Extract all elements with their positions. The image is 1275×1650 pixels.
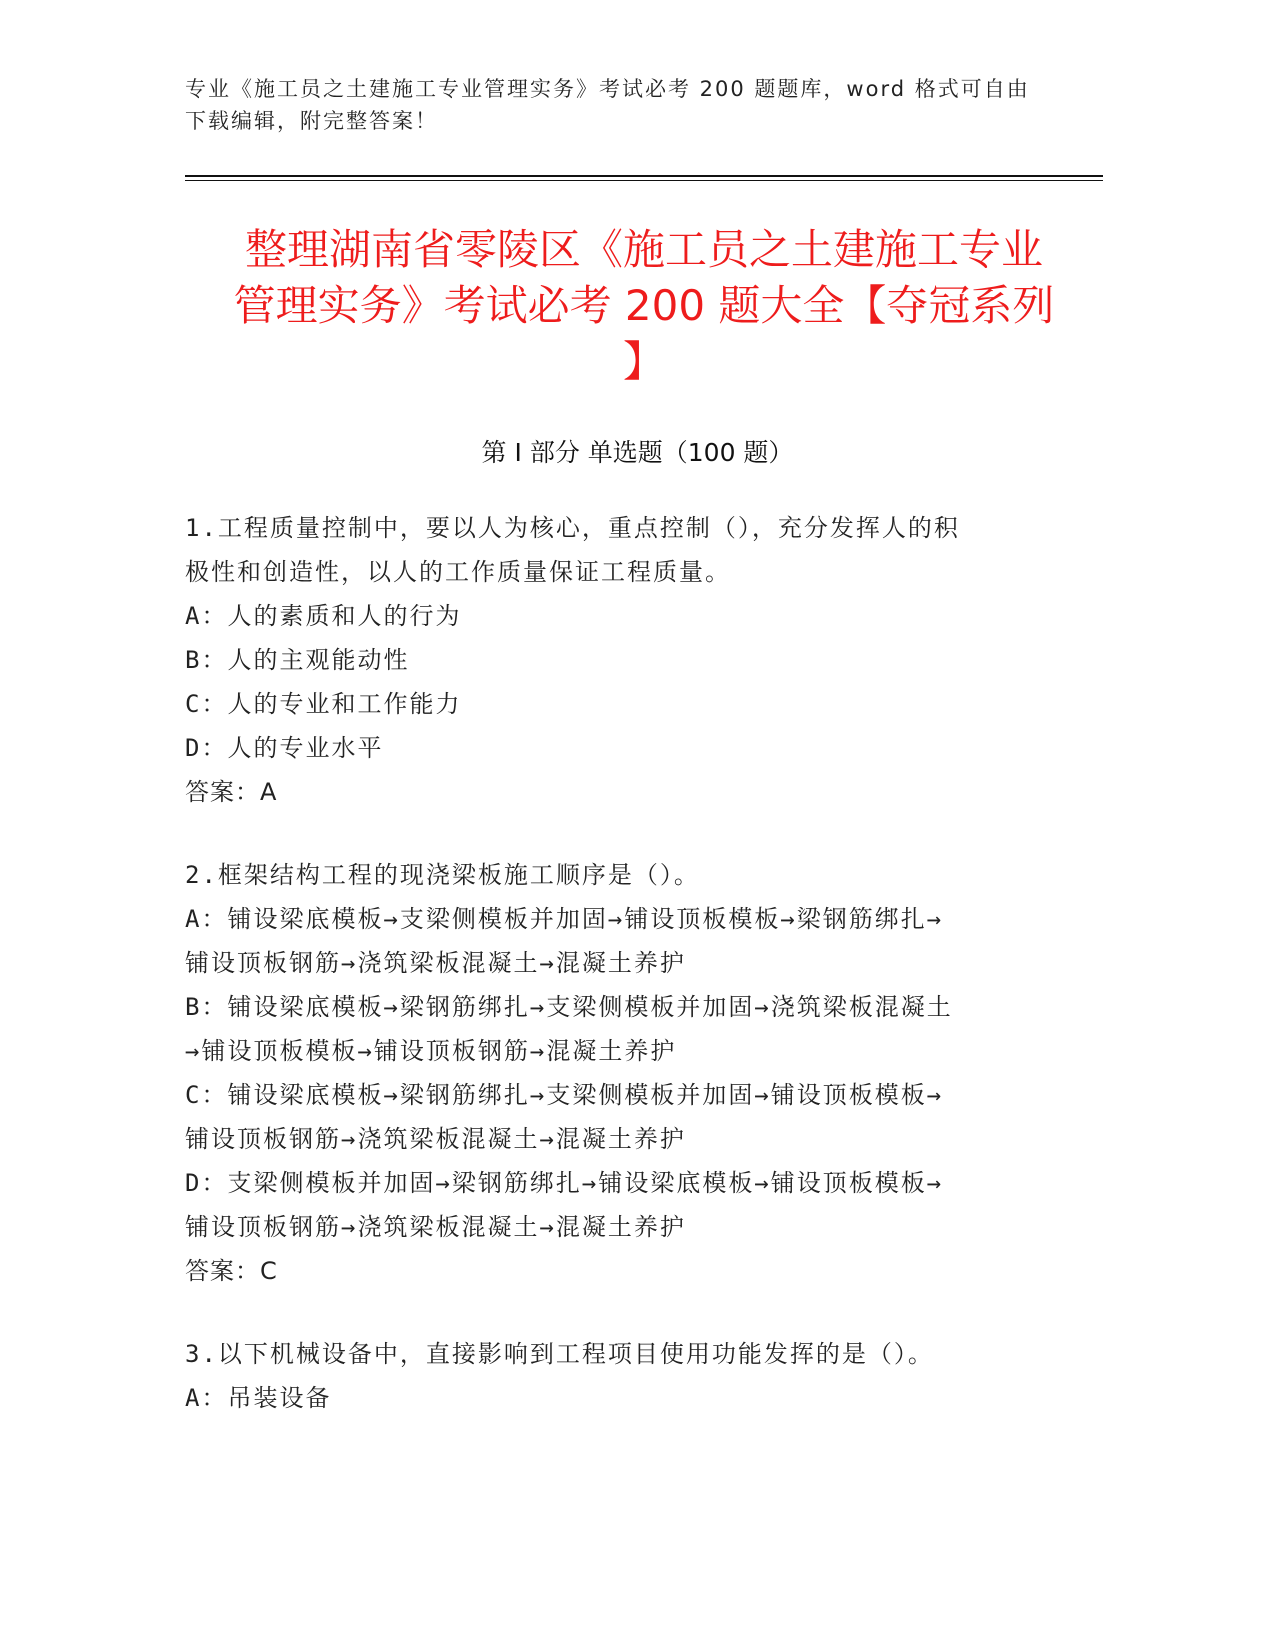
question-2-answer: 答案：C bbox=[185, 1257, 278, 1285]
document-header bbox=[185, 73, 1095, 137]
question-3 bbox=[185, 1332, 1085, 1420]
question-1-option-a: A：人的素质和人的行为 bbox=[185, 602, 462, 630]
question-2-stem: 2.框架结构工程的现浇梁板施工顺序是（）。 bbox=[185, 861, 700, 889]
document-title bbox=[185, 222, 1103, 390]
question-2-option-b-line-2: →铺设顶板模板→铺设顶板钢筋→混凝土养护 bbox=[185, 1037, 677, 1065]
question-1 bbox=[185, 506, 1085, 814]
question-1-answer: 答案：A bbox=[185, 778, 278, 806]
question-2-option-c-line-2: 铺设顶板钢筋→浇筑梁板混凝土→混凝土养护 bbox=[185, 1125, 686, 1153]
question-1-option-c: C：人的专业和工作能力 bbox=[185, 690, 462, 718]
question-2 bbox=[185, 853, 1085, 1293]
question-3-option-a: A：吊装设备 bbox=[185, 1384, 332, 1412]
question-2-option-a-line-1: A：铺设梁底模板→支梁侧模板并加固→铺设顶板模板→梁钢筋绑扎→ bbox=[185, 905, 944, 933]
question-1-stem-line-2: 极性和创造性，以人的工作质量保证工程质量。 bbox=[185, 558, 731, 586]
question-3-stem: 3.以下机械设备中，直接影响到工程项目使用功能发挥的是（）。 bbox=[185, 1340, 934, 1368]
question-1-option-b: B：人的主观能动性 bbox=[185, 646, 410, 674]
header-rule-thin bbox=[185, 180, 1103, 181]
header-line-2: 下载编辑，附完整答案！ bbox=[185, 109, 438, 133]
question-2-option-b-line-1: B：铺设梁底模板→梁钢筋绑扎→支梁侧模板并加固→浇筑梁板混凝土 bbox=[185, 993, 953, 1021]
title-line-2: 管理实务》考试必考 200 题大全【夺冠系列 bbox=[233, 281, 1055, 330]
question-1-stem-line-1: 1.工程质量控制中，要以人为核心，重点控制（），充分发挥人的积 bbox=[185, 514, 960, 542]
question-2-option-c-line-1: C：铺设梁底模板→梁钢筋绑扎→支梁侧模板并加固→铺设顶板模板→ bbox=[185, 1081, 944, 1109]
header-line-1: 专业《施工员之土建施工专业管理实务》考试必考 200 题题库，word 格式可自由 bbox=[185, 77, 1030, 101]
question-1-option-d: D：人的专业水平 bbox=[185, 734, 384, 762]
title-line-3: 】 bbox=[622, 337, 665, 386]
question-2-option-a-line-2: 铺设顶板钢筋→浇筑梁板混凝土→混凝土养护 bbox=[185, 949, 686, 977]
header-rule-thick bbox=[185, 175, 1103, 177]
question-2-option-d-line-2: 铺设顶板钢筋→浇筑梁板混凝土→混凝土养护 bbox=[185, 1213, 686, 1241]
question-2-option-d-line-1: D：支梁侧模板并加固→梁钢筋绑扎→铺设梁底模板→铺设顶板模板→ bbox=[185, 1169, 944, 1197]
section-title: 第 I 部分 单选题（100 题） bbox=[481, 438, 794, 467]
title-line-1: 整理湖南省零陵区《施工员之土建施工专业 bbox=[244, 225, 1043, 274]
